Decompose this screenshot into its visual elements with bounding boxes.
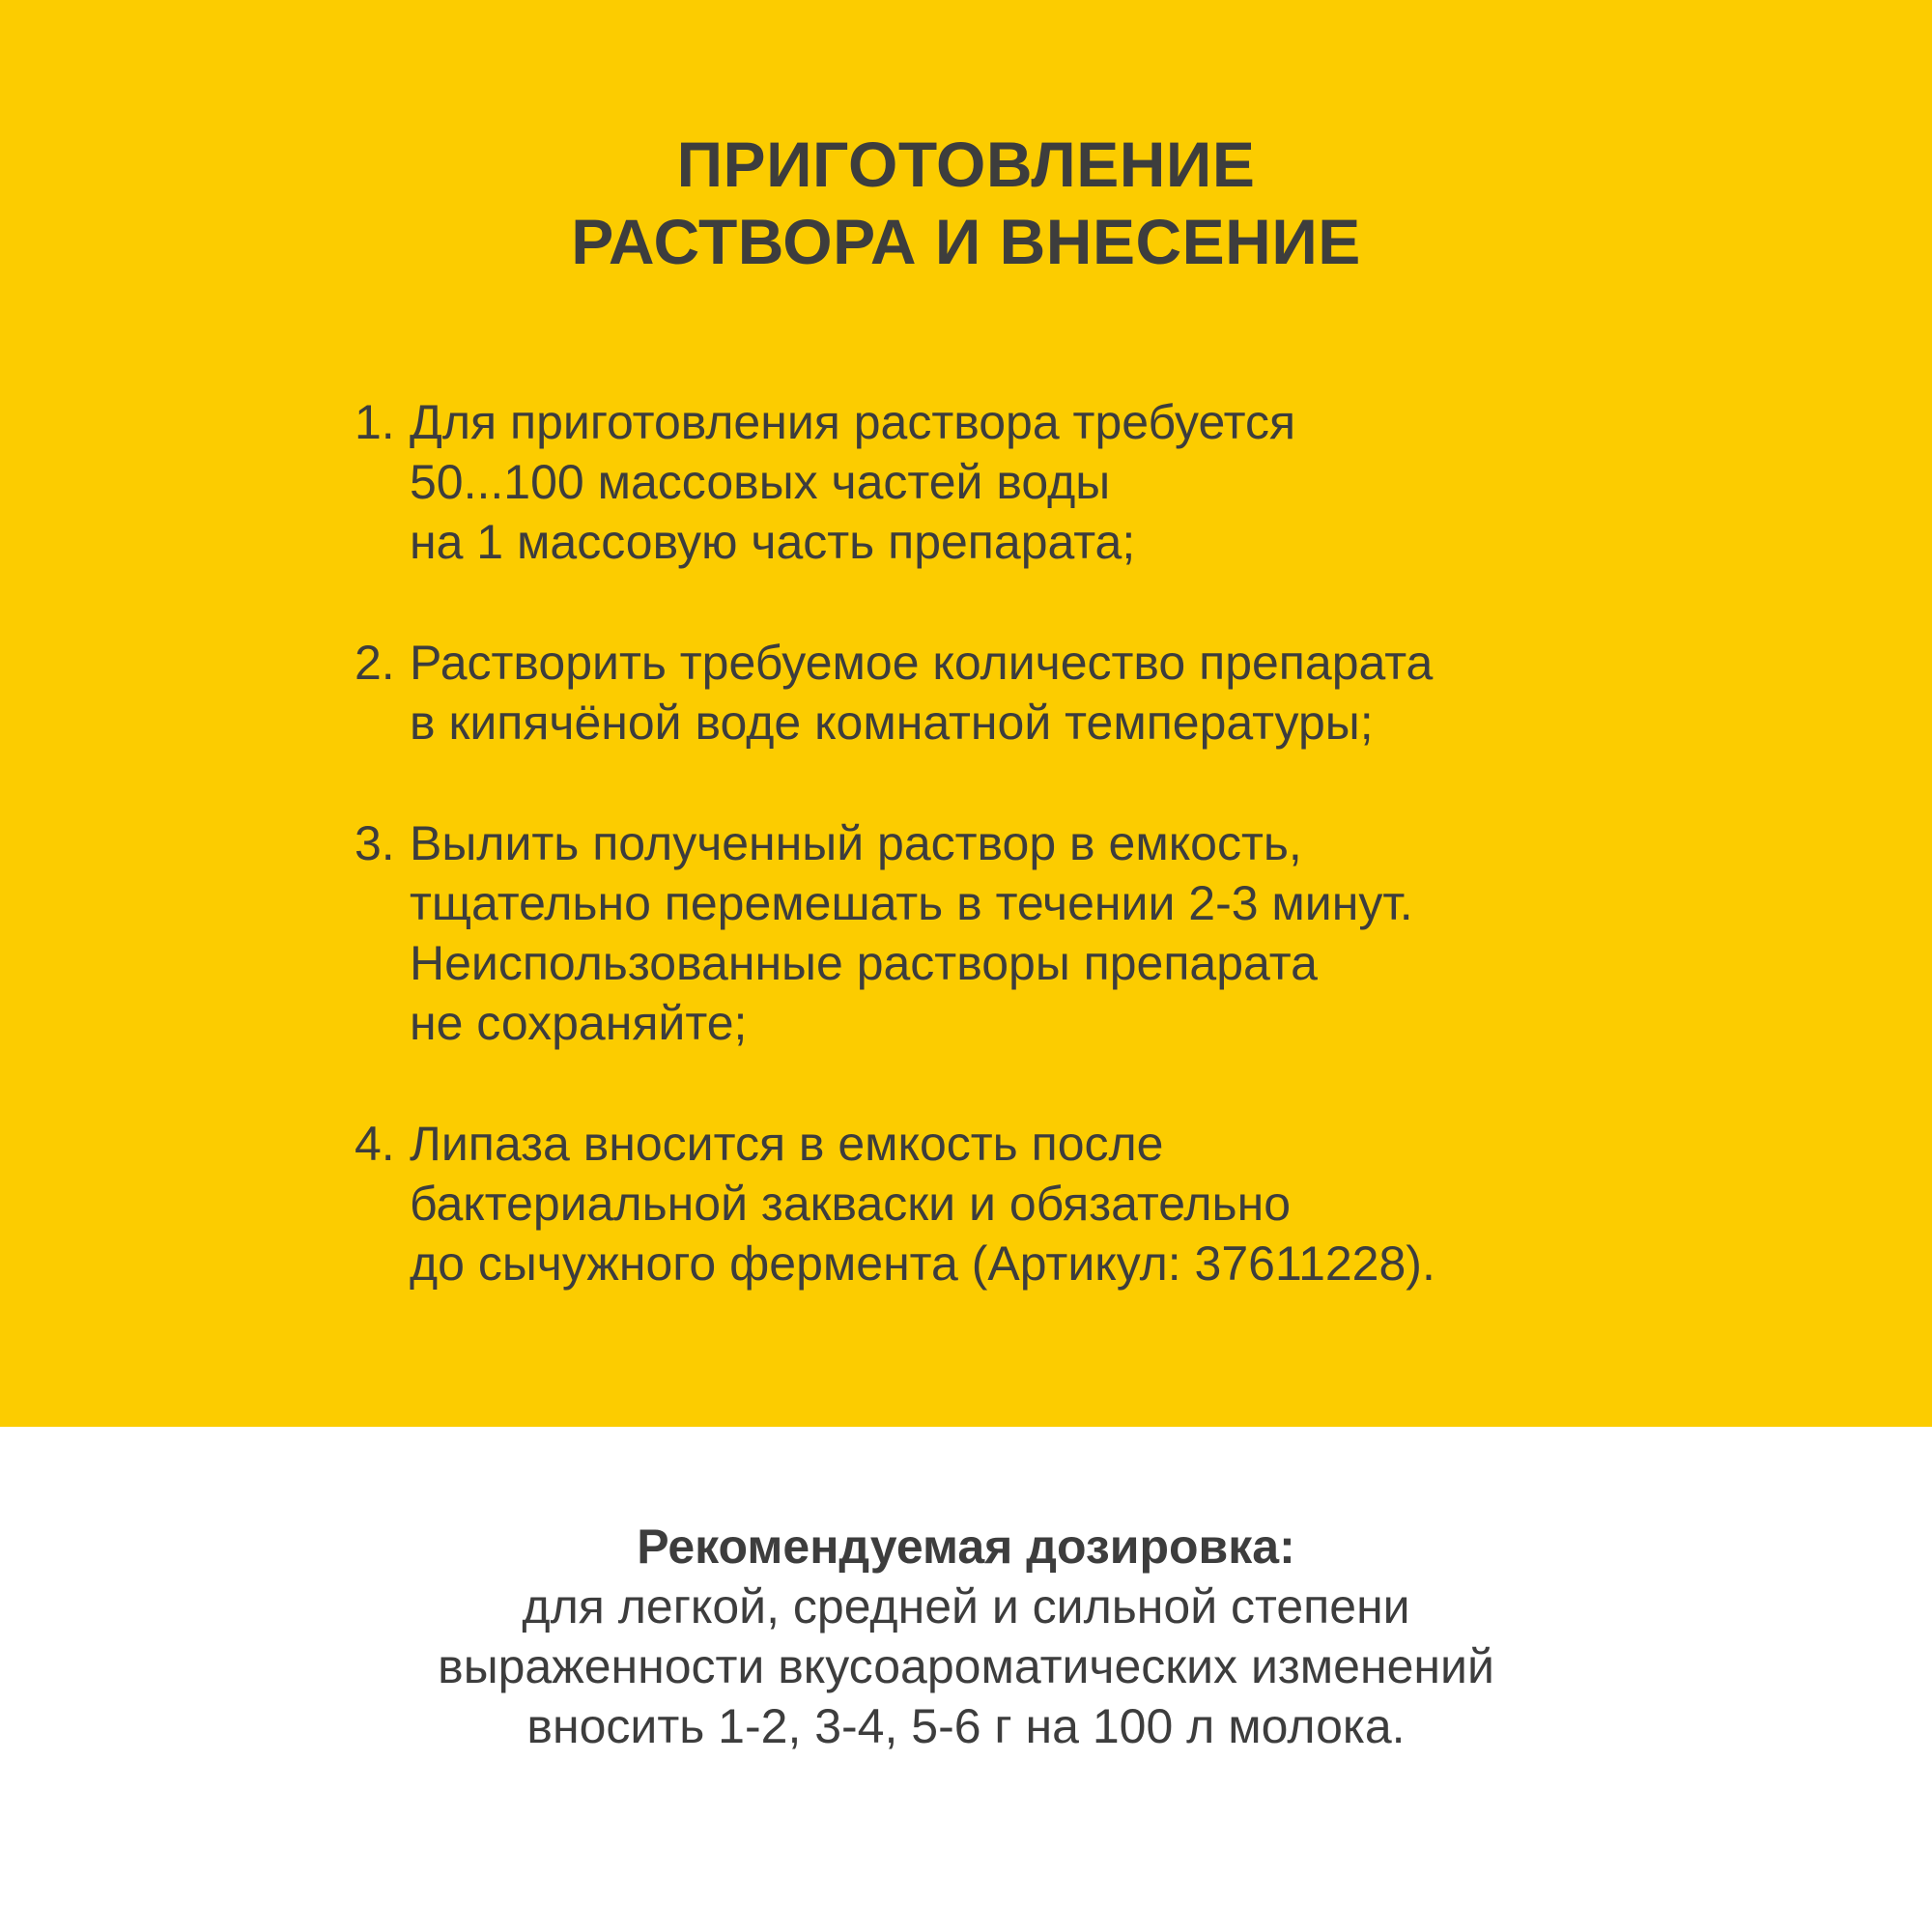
step-number: 3. [355, 816, 395, 870]
step-number: 1. [355, 395, 395, 449]
page-title [0, 126, 1932, 280]
step-text-line: Вылить полученный раствор в емкость, [410, 816, 1302, 870]
step-text-line: тщательно перемешать в течении 2-3 минут. [410, 876, 1413, 930]
dosage-text-line: вносить 1-2, 3-4, 5-6 г на 100 л молока. [526, 1699, 1406, 1753]
step-text-line: бактериальной закваски и обязательно [410, 1177, 1292, 1231]
step-text-line: Липаза вносится в емкость после [410, 1117, 1164, 1171]
step-4 [355, 1114, 1707, 1293]
instruction-steps [355, 392, 1707, 1354]
dosage-text-line: выраженности вкусоароматических изменений [438, 1639, 1494, 1693]
step-text-line: 50...100 массовых частей воды [410, 455, 1111, 509]
dosage-text-line: для легкой, средней и сильной степени [522, 1579, 1410, 1634]
step-text-line: в кипячёной воде комнатной температуры; [410, 696, 1374, 750]
step-2 [355, 633, 1707, 753]
step-text-line: Неиспользованные растворы препарата [410, 936, 1318, 990]
step-number: 4. [355, 1117, 395, 1171]
step-1 [355, 392, 1707, 572]
step-text-line: до сычужного фермента (Артикул: 37611228). [410, 1236, 1435, 1291]
step-3 [355, 813, 1707, 1053]
dosage-heading: Рекомендуемая дозировка: [637, 1520, 1295, 1574]
dosage-section [0, 1517, 1932, 1756]
step-text-line: Для приготовления раствора требуется [410, 395, 1296, 449]
step-text-line: Растворить требуемое количество препарата [410, 636, 1434, 690]
title-line-1: ПРИГОТОВЛЕНИЕ [676, 128, 1256, 200]
step-text-line: на 1 массовую часть препарата; [410, 515, 1136, 569]
step-text-line: не сохраняйте; [410, 996, 748, 1050]
step-number: 2. [355, 636, 395, 690]
title-line-2: РАСТВОРА И ВНЕСЕНИЕ [571, 206, 1361, 277]
